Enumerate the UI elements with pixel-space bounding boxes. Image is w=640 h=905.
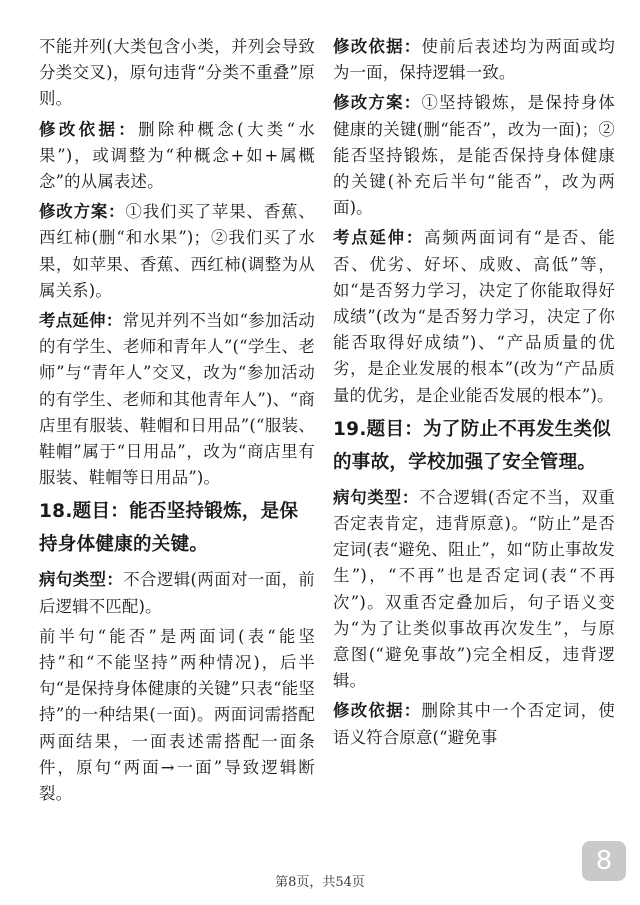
page-footer: 第8页，共54页	[275, 875, 365, 890]
plan-text: ①坚持锻炼，是保持身体健康的关键(删“能否”，改为一面)；②能否坚持锻炼，是能否保持身体健康的关键(补充后半句“能否”，改为两面)。	[333, 93, 615, 218]
page-number-badge[interactable]: 8	[582, 841, 626, 881]
plan-label: 修改方案：	[39, 202, 126, 222]
ext-label: 考点延伸：	[39, 311, 123, 331]
type-label: 病句类型：	[39, 570, 124, 590]
q19-type	[333, 485, 615, 695]
intro-continuation: 不能并列(大类包含小类，并列会导致分类交叉)，原句违背“分类不重叠”原则。	[39, 37, 315, 109]
type-label: 病句类型：	[333, 487, 420, 507]
basis-text: 删除种概念(大类“水果”)，或调整为“种概念+如+属概念”的从属表述。	[39, 119, 315, 192]
q17-plan	[39, 199, 315, 304]
type-text: 不合逻辑(否定不当，双重否定表肯定，违背原意)。“防止”是否定词(表“避免、阻止”，如“防止事故发生”)，“不再”也是否定词(表“不再次”)。双重否定叠加后，句子语义变为“为了让类似事故再次发生”，与原意图(“避免事故”)完全相反，违背逻辑。	[333, 487, 616, 691]
q18-plan	[333, 90, 615, 221]
q18-extension	[333, 225, 615, 408]
q18-title: 18.题目：能否坚持锻炼，是保持身体健康的关键。	[39, 501, 299, 556]
left-column	[39, 34, 315, 811]
q18-type	[39, 567, 315, 619]
basis-text: 使前后表述均为两面或均为一面，保持逻辑一致。	[333, 37, 615, 83]
type-text: 不合逻辑(两面对一面，前后逻辑不匹配)。	[39, 570, 316, 616]
q18-analysis: 前半句“能否”是两面词(表“能坚持”和“不能坚持”两种情况)，后半句“是保持身体健康的关键”只表“能坚持”的一种结果(一面)。两面词需搭配两面结果，一面表述需搭配一面条件，原句“两面→一面”导致逻辑断裂。	[39, 626, 315, 804]
q19-basis	[333, 698, 615, 750]
basis-label: 修改依据：	[333, 701, 422, 721]
basis-label: 修改依据：	[39, 119, 139, 139]
ext-label: 考点延伸：	[333, 228, 425, 248]
basis-label: 修改依据：	[333, 37, 422, 56]
q18-basis	[333, 34, 615, 86]
plan-label: 修改方案：	[333, 93, 422, 113]
plan-text: ①我们买了苹果、香蕉、西红柿(删“和水果”)；②我们买了水果，如苹果、香蕉、西红柿(调整为从属关系)。	[39, 202, 315, 300]
q19-title: 19.题目：为了防止不再发生类似的事故，学校加强了安全管理。	[333, 418, 612, 473]
q17-extension	[39, 308, 315, 491]
ext-text: 常见并列不当如“参加活动的有学生、老师和青年人”(“学生、老师”与“青年人”交叉，改为“参加活动的有学生、老师和其他青年人”)、“商店里有服装、鞋帽和日用品”(“服装、鞋帽”属于“日用品”，改为“商店里有服装、鞋帽等日用品”)。	[39, 311, 316, 488]
right-column	[333, 34, 615, 755]
basis-text: 删除其中一个否定词，使语义符合原意(“避免事	[333, 701, 615, 747]
q17-basis	[39, 117, 315, 196]
ext-text: 高频两面词有“是否、能否、优劣、好坏、成败、高低”等，如“是否努力学习，决定了你能取得好成绩”(改为“是否努力学习，决定了你能否取得好成绩”)、“产品质量的优劣，是企业发展的根本”(改为“产品质量的优劣，是企业能否发展的根本”)。	[333, 228, 615, 405]
